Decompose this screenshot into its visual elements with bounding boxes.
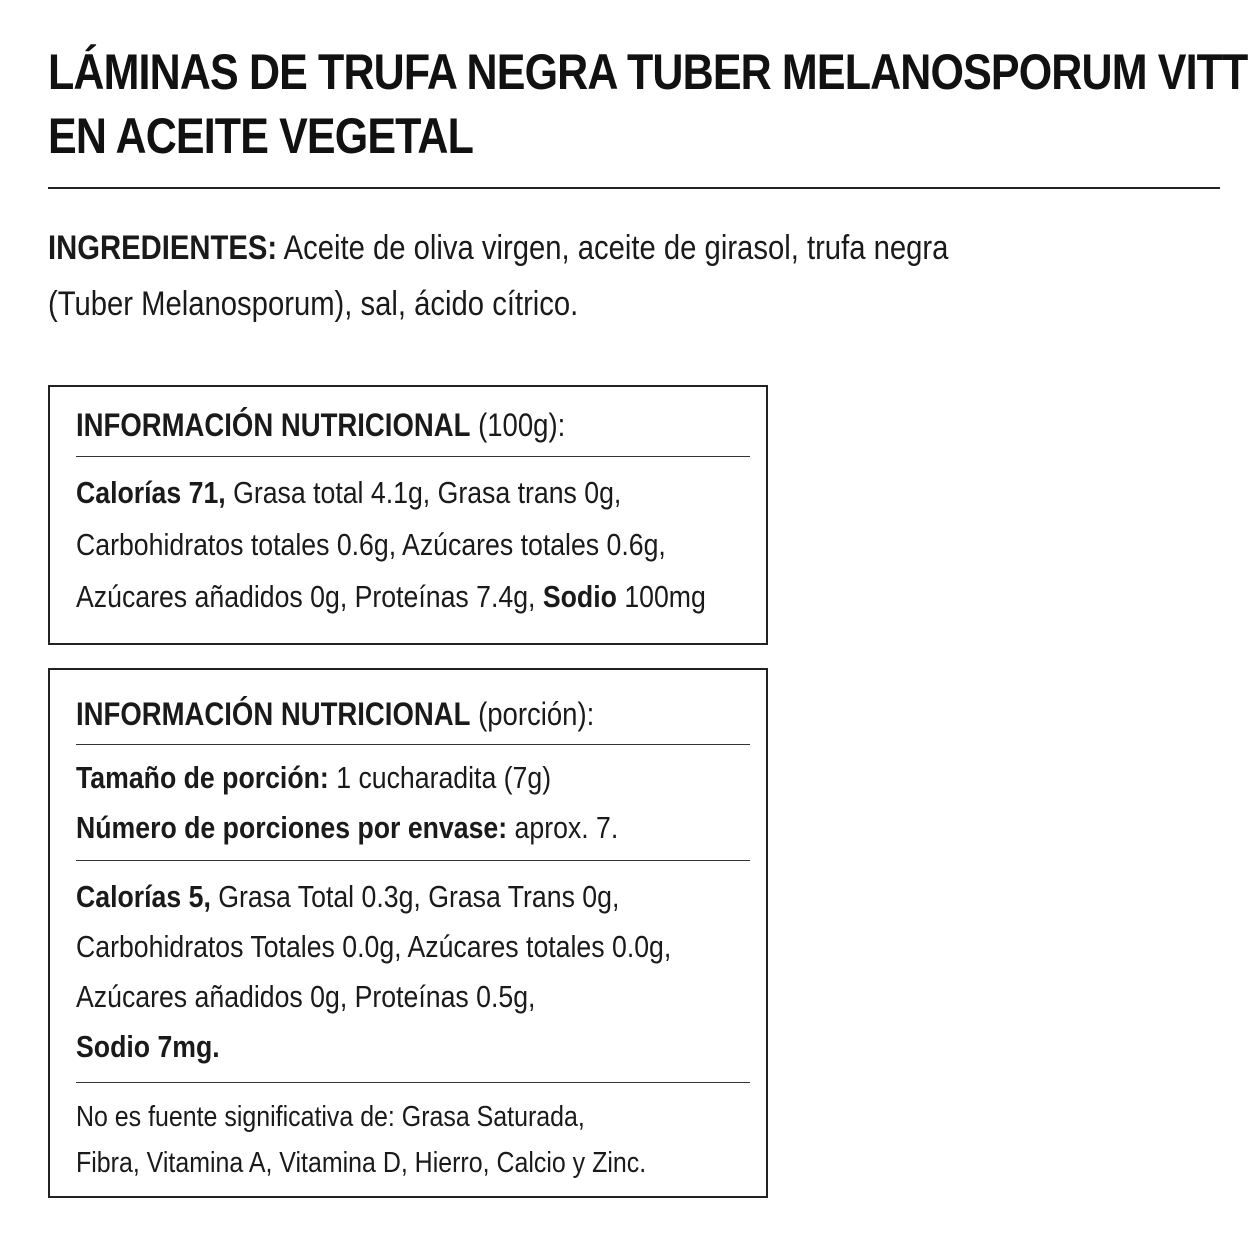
nutrition-portion-line-1: Calorías 5, Grasa Total 0.3g, Grasa Trans 0g, [76,879,620,914]
nutrition-100g-values [76,467,704,623]
nutrition-portion-heading [76,694,704,734]
nutrition-portion-divider-2 [76,860,750,861]
title-divider [48,187,1220,189]
nutrition-100g-heading-label: INFORMACIÓN NUTRICIONAL [76,407,471,443]
product-title-line-2: EN ACEITE VEGETAL [48,108,473,164]
nutrition-portion-heading-suffix: (porción): [470,696,595,732]
nutrition-portion-divider-1 [76,744,750,745]
nutrition-100g-sodium-label: Sodio [542,579,617,614]
nutrition-100g-heading [76,405,704,445]
nutrition-portion-line-3: Azúcares añadidos 0g, Proteínas 0.5g, [76,979,536,1014]
serving-size-value: 1 cucharadita (7g) [328,760,552,795]
nutrition-box-portion [48,668,768,1198]
nutrition-portion-heading-label: INFORMACIÓN NUTRICIONAL [76,696,471,732]
nutrition-box-100g [48,385,768,645]
nutrition-100g-sodium-value: 100mg [616,579,706,614]
nutrition-100g-calories: Calorías 71, [76,475,226,510]
servings-per-container-label: Número de porciones por envase: [76,810,508,845]
ingredients-block [48,220,1080,332]
servings-per-container-value: aprox. 7. [507,810,619,845]
ingredients-label: INGREDIENTES: [48,229,278,267]
nutrition-portion-divider-3 [76,1082,750,1083]
not-significant-note [76,1094,704,1186]
product-title [48,40,1248,168]
nutrition-portion-sodium: Sodio 7mg. [76,1029,220,1064]
nutrition-100g-heading-suffix: (100g): [470,407,566,443]
ingredients-line-2: (Tuber Melanosporum), sal, ácido cítrico. [48,285,579,323]
note-line-1: No es fuente significativa de: Grasa Saturada, [76,1101,585,1133]
servings-per-container-line [76,803,704,853]
ingredients-line-1 [48,220,1080,276]
nutrition-portion-line-2: Carbohidratos Totales 0.0g, Azúcares totales 0.0g, [76,929,672,964]
nutrition-100g-line-2: Carbohidratos totales 0.6g, Azúcares totales 0.6g, [76,527,666,562]
serving-size-label: Tamaño de porción: [76,760,329,795]
product-title-line-1: LÁMINAS DE TRUFA NEGRA TUBER MELANOSPORUM VITT [48,44,1248,100]
serving-size-line [76,753,704,803]
nutrition-portion-calories: Calorías 5, [76,879,211,914]
serving-info [76,753,704,853]
ingredients-text-1: Aceite de oliva virgen, aceite de girasol, trufa negra [277,229,949,267]
nutrition-100g-line-1: Calorías 71, Grasa total 4.1g, Grasa trans 0g, [76,475,622,510]
note-line-2: Fibra, Vitamina A, Vitamina D, Hierro, Calcio y Zinc. [76,1147,647,1179]
nutrition-portion-values [76,872,704,1072]
nutrition-100g-line-3: Azúcares añadidos 0g, Proteínas 7.4g, Sodio 100mg [76,579,706,614]
nutrition-100g-divider [76,456,750,457]
